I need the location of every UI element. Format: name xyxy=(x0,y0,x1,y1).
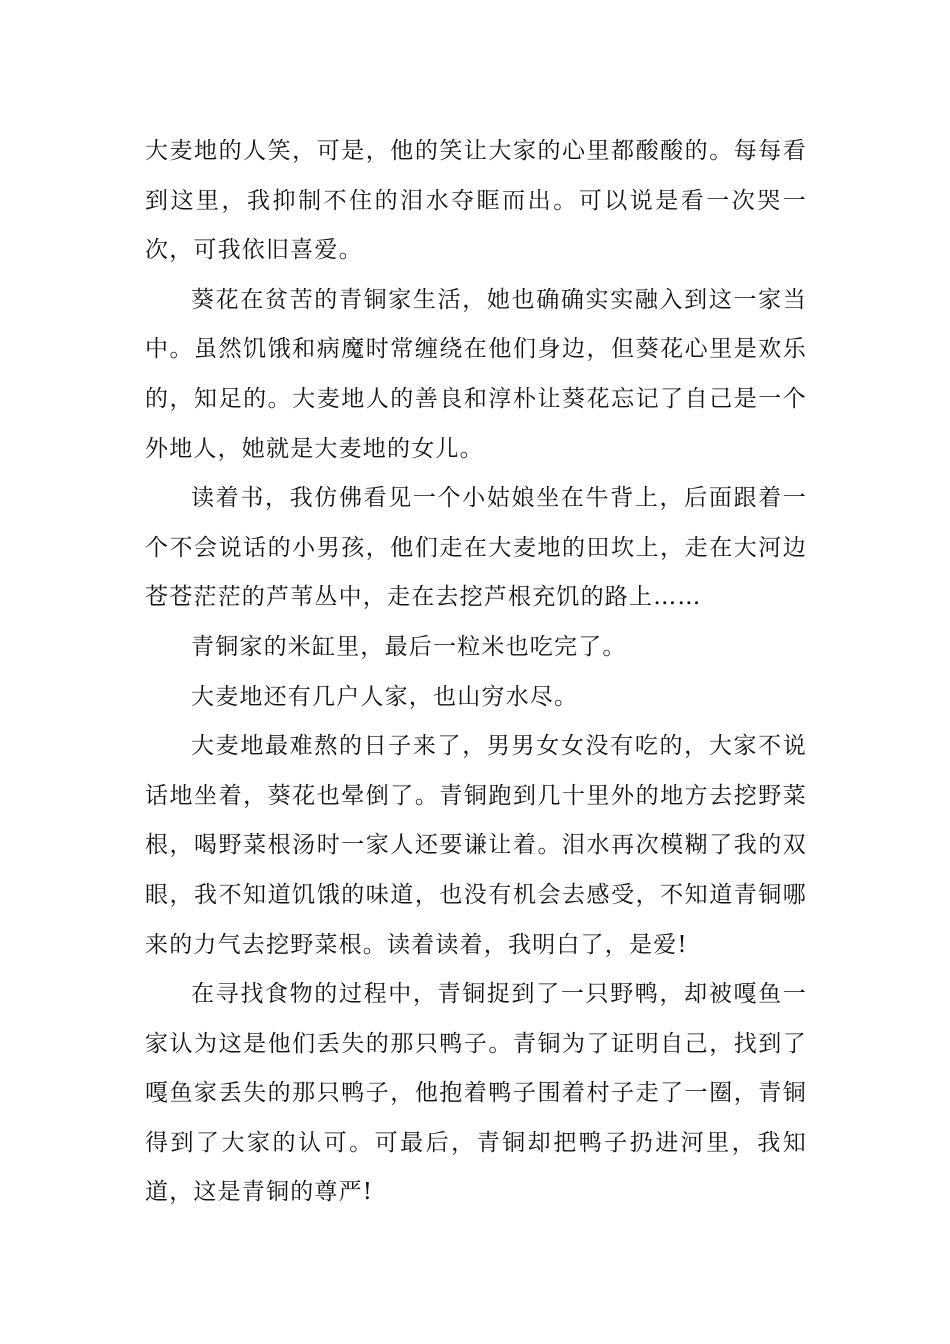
paragraph: 读着书，我仿佛看见一个小姑娘坐在牛背上，后面跟着一个不会说话的小男孩，他们走在大麦地的田坎上，走在大河边苍苍茫茫的芦苇丛中，走在去挖芦根充饥的路上…… xyxy=(145,485,807,611)
paragraph: 大麦地最难熬的日子来了，男男女女没有吃的，大家不说话地坐着，葵花也晕倒了。青铜跑到几十里外的地方去挖野菜根，喝野菜根汤时一家人还要谦让着。泪水再次模糊了我的双眼，我不知道饥饿的味道，也没有机会去感受，不知道青铜哪来的力气去挖野菜根。读着读着，我明白了，是爱! xyxy=(145,733,807,958)
paragraph: 大麦地还有几户人家，也山穷水尽。 xyxy=(191,683,579,710)
paragraph-continuation: 大麦地的人笑，可是，他的笑让大家的心里都酸酸的。每每看到这里，我抑制不住的泪水夺眶而出。可以说是看一次哭一次，可我依旧喜爱。 xyxy=(145,138,807,264)
paragraph: 葵花在贫苦的青铜家生活，她也确确实实融入到这一家当中。虽然饥饿和病魔时常缠绕在他们身边，但葵花心里是欢乐的，知足的。大麦地人的善良和淳朴让葵花忘记了自己是一个外地人，她就是大麦地的女儿。 xyxy=(145,286,807,462)
document-body xyxy=(145,127,807,1218)
paragraph: 在寻找食物的过程中，青铜捉到了一只野鸭，却被嘎鱼一家认为这是他们丢失的那只鸭子。青铜为了证明自己，找到了嘎鱼家丢失的那只鸭子，他抱着鸭子围着村子走了一圈，青铜得到了大家的认可。可最后，青铜却把鸭子扔进河里，我知道，这是青铜的尊严! xyxy=(145,981,807,1206)
paragraph: 青铜家的米缸里，最后一粒米也吃完了。 xyxy=(191,633,627,660)
